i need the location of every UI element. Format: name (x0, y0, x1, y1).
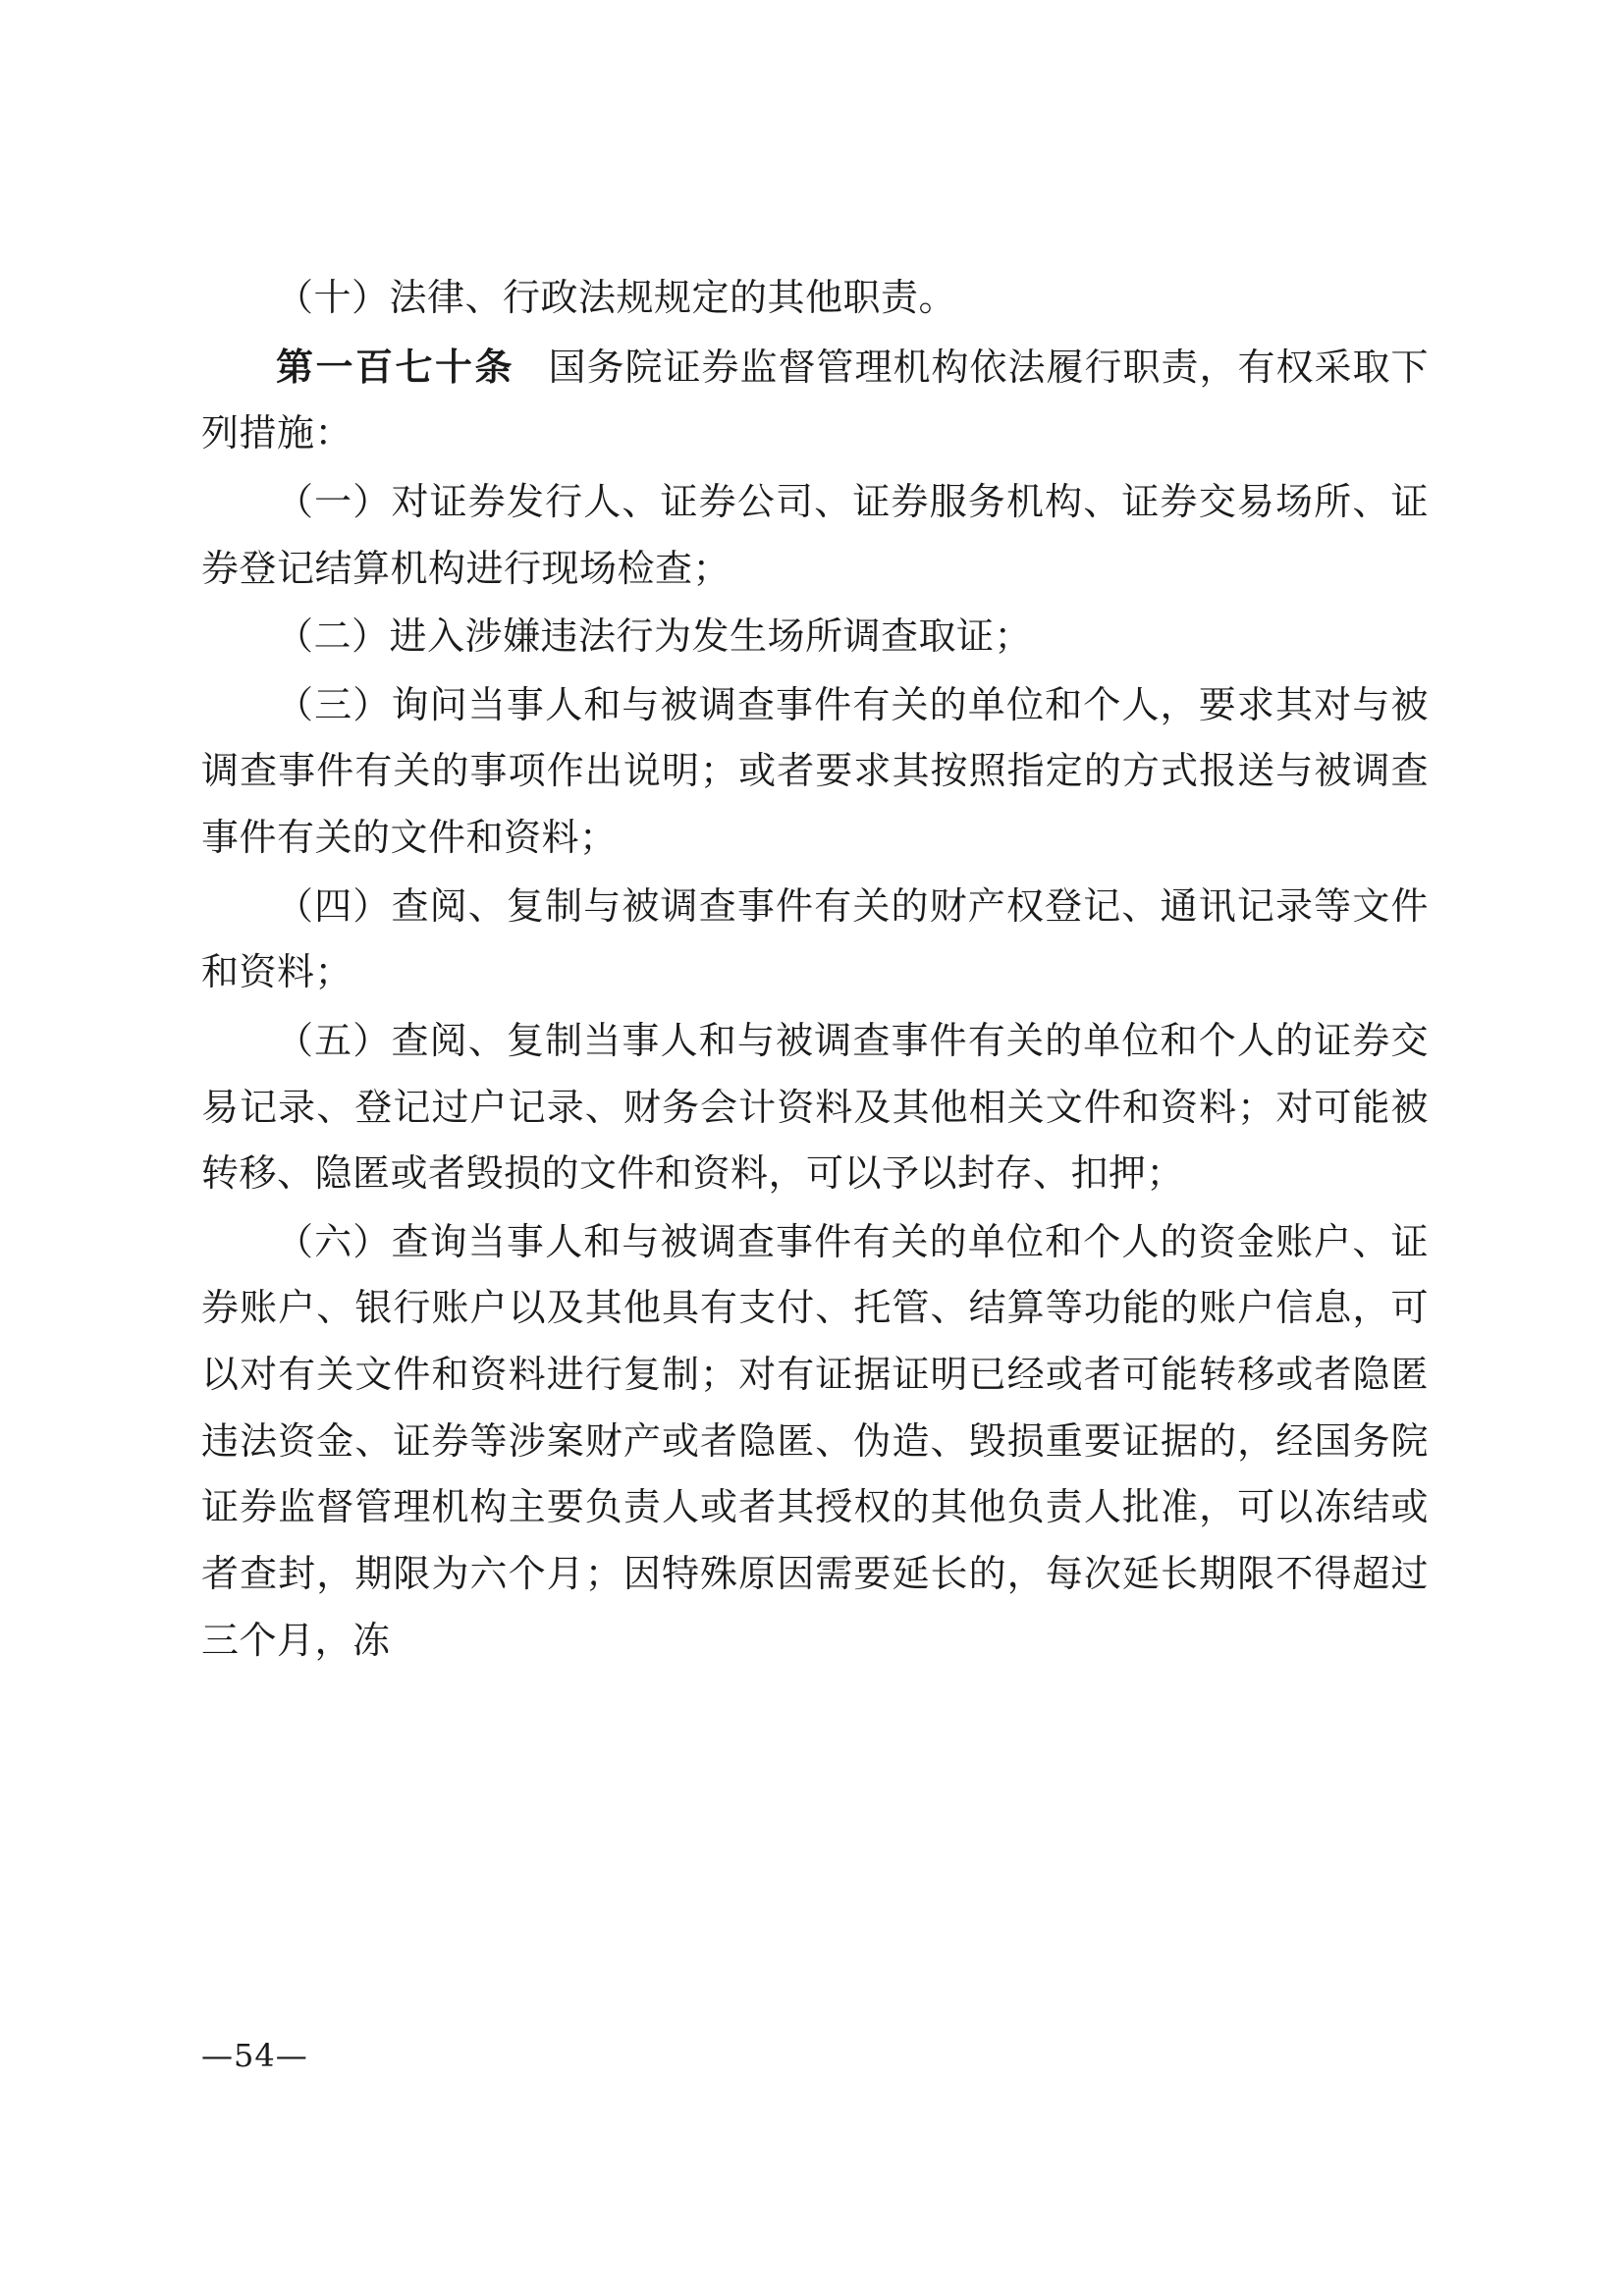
list-item: （三）询问当事人和与被调查事件有关的单位和个人，要求其对与被调查事件有关的事项作出说明；或者要求其按照指定的方式报送与被调查事件有关的文件和资料； (201, 682, 1429, 859)
article-body: 国务院证券监督管理机构依法履行职责，有权采取下列措施： (201, 345, 1429, 455)
page-content (201, 265, 1429, 1676)
list-item: （二）进入涉嫌违法行为发生场所调查取证； (276, 614, 1033, 659)
list-item: （一）对证券发行人、证券公司、证券服务机构、证券交易场所、证券登记结算机构进行现场检查； (201, 479, 1429, 590)
list-item: （五）查阅、复制当事人和与被调查事件有关的单位和个人的证券交易记录、登记过户记录、财务会计资料及其他相关文件和资料；对可能被转移、隐匿或者毁损的文件和资料，可以予以封存、扣押； (201, 1018, 1429, 1196)
list-item: （六）查询当事人和与被调查事件有关的单位和个人的资金账户、证券账户、银行账户以及其他具有支付、托管、结算等功能的账户信息，可以对有关文件和资料进行复制；对有证据证明已经或者可能转移或者隐匿违法资金、证券等涉案财产或者隐匿、伪造、毁损重要证据的，经国务院证券监督管理机构主要负责人或者其授权的其他负责人批准，可以冻结或者查封，期限为六个月；因特殊原因需要延长的，每次延长期限不得超过三个月，冻 (201, 1219, 1429, 1662)
list-item: （四）查阅、复制与被调查事件有关的财产权登记、通讯记录等文件和资料； (201, 883, 1429, 994)
page-number: —54— (201, 2037, 308, 2074)
article-heading: 第一百七十条 (276, 344, 514, 389)
article-paragraph (201, 334, 1429, 467)
list-item: （十）法律、行政法规规定的其他职责。 (276, 276, 957, 319)
